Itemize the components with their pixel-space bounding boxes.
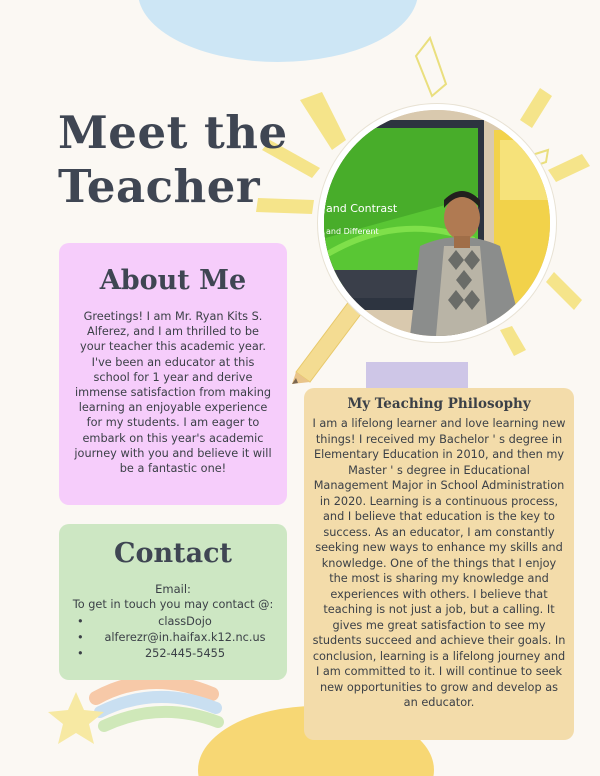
photo-illustration [324,110,550,336]
contact-item-classdojo: • classDojo [75,614,281,630]
philosophy-heading: My Teaching Philosophy [347,396,531,412]
email-label: Email: [155,582,191,596]
blue-blob [138,0,418,62]
contact-item-email[interactable]: • alferezr@in.haifax.k12.nc.us [75,630,281,646]
teacher-photo [318,104,556,342]
title-line-2: Teacher [58,160,261,213]
title-line-1: Meet the [58,106,288,159]
teaching-philosophy-card [304,388,574,740]
contact-list [75,614,281,662]
philosophy-body: I am a lifelong learner and love learning new things! I received my Bachelor ' s degree in Elementary Education in 2010, and then my Master ' s degree in Educational Management Major in School Administration in 2020. Learning is a continuous process, and I believe that education is the key to success. As an educator, I am constantly seeking new ways to enhance my skills and knowledge. One of the things that I enjoy the most is sharing my knowledge and experiences with others. I believe that teaching is not just a job, but a calling. It gives me great satisfaction to see my students succeed and achieve their goals. In conclusion, learning is a lifelong journey and I am committed to it. I will continue to seek new opportunities to grow and develop as an educator. [312,417,566,709]
about-heading: About Me [99,265,247,296]
rainbow-decor [96,682,218,726]
contact-card [59,524,287,680]
about-body: Greetings! I am Mr. Ryan Kits S. Alferez, and I am thrilled to be your teacher this academic year. I've been an educator at this school for 1 year and derive immense satisfaction from making learning an enjoyable experience for my students. I am eager to embark on this year's academic journey with you and believe it will be a fantastic one! [74,310,272,476]
board-text-1: and Contrast [326,202,398,215]
board-text-2: and Different [326,227,379,236]
about-me-card [59,243,287,505]
contact-intro: To get in touch you may contact @: [72,598,274,611]
contact-heading: Contact [113,538,232,569]
contact-item-phone: • 252-445-5455 [75,646,281,662]
page-title [58,106,288,214]
